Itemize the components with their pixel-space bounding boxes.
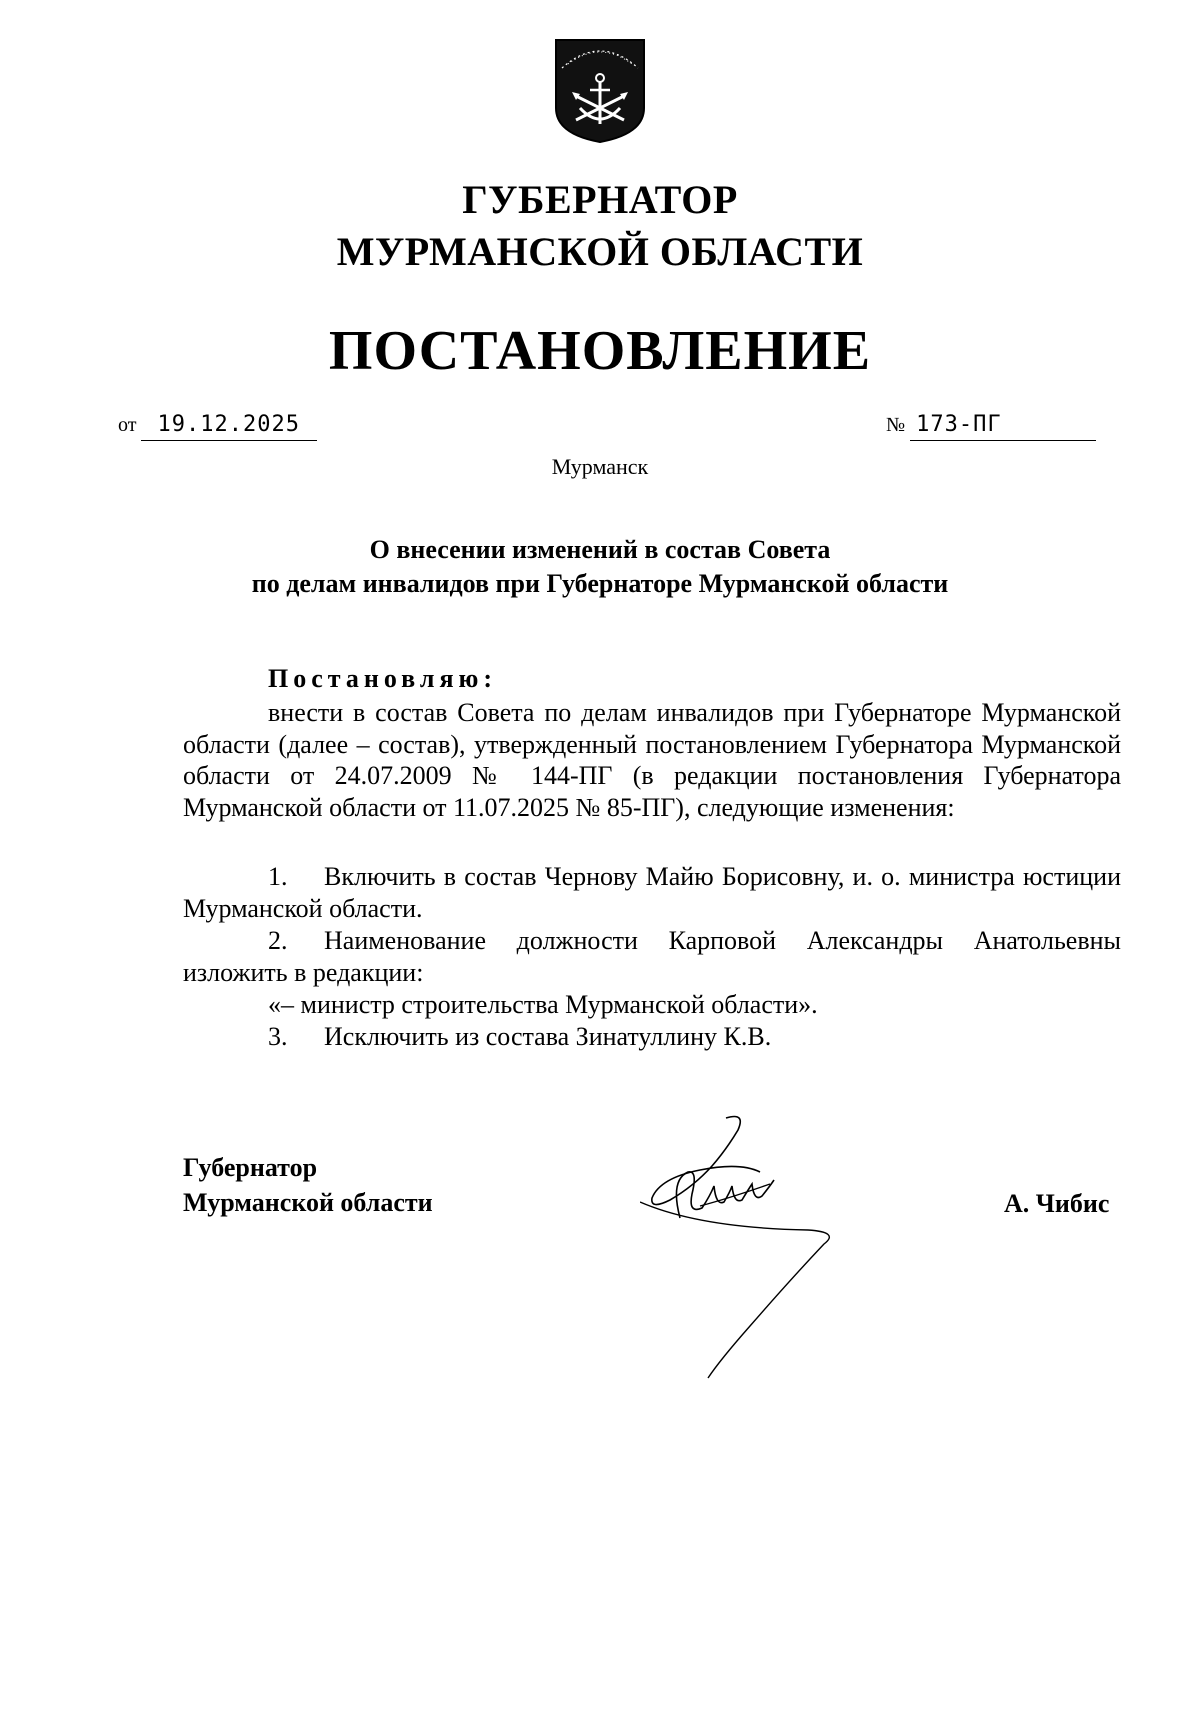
coat-of-arms-emblem (554, 38, 646, 144)
decree-word: Постановляю: (268, 664, 498, 693)
item-number: 2. (268, 926, 288, 955)
title-line-1: О внесении изменений в состав Совета (369, 535, 831, 564)
list-item (183, 925, 1121, 988)
document-type: ПОСТАНОВЛЕНИЕ (328, 320, 872, 382)
position-line-2: Мурманской области (183, 1188, 433, 1217)
item-text: Наименование должности Карповой Александры Анатольевны изложить в редакции: (183, 926, 1121, 987)
date-value: 19.12.2025 (141, 410, 317, 441)
intro-paragraph: внести в состав Совета по делам инвалидов при Губернаторе Мурманской области (далее – состав), утвержденный постановлением Губернатора Мурманской области от 24.07.2009 № 144-ПГ (в редакции постановления Губернатора Мурманской области от 11.07.2025 № 85-ПГ), следующие изменения: (183, 698, 1121, 822)
signatory-position (183, 1150, 433, 1220)
document-title (0, 533, 1200, 601)
new-title-quote: «– министр строительства Мурманской области». (268, 990, 818, 1019)
authority-line-1: ГУБЕРНАТОР (462, 177, 738, 222)
item-text: Включить в состав Чернову Майю Борисовну, и. о. министра юстиции Мурманской области. (183, 862, 1121, 923)
city-name: Мурманск (551, 454, 649, 479)
title-line-2: по делам инвалидов при Губернаторе Мурманской области (251, 569, 949, 598)
item-text: Исключить из состава Зинатуллину К.В. (324, 1022, 772, 1051)
authority-line-2: МУРМАНСКОЙ ОБЛАСТИ (336, 229, 864, 274)
position-line-1: Губернатор (183, 1153, 318, 1182)
date-field (118, 410, 317, 441)
item-number: 1. (268, 862, 288, 891)
item-number: 3. (268, 1022, 288, 1051)
list-item (183, 1021, 1121, 1053)
number-prefix: № (886, 414, 906, 436)
list-item (183, 861, 1121, 924)
date-prefix: от (118, 414, 137, 436)
anchor-shield-icon (554, 38, 646, 144)
signatory-name: А. Чибис (1004, 1189, 1110, 1218)
handwritten-signature (640, 1110, 890, 1380)
number-field (886, 410, 1096, 441)
number-value: 173-ПГ (910, 410, 1096, 441)
